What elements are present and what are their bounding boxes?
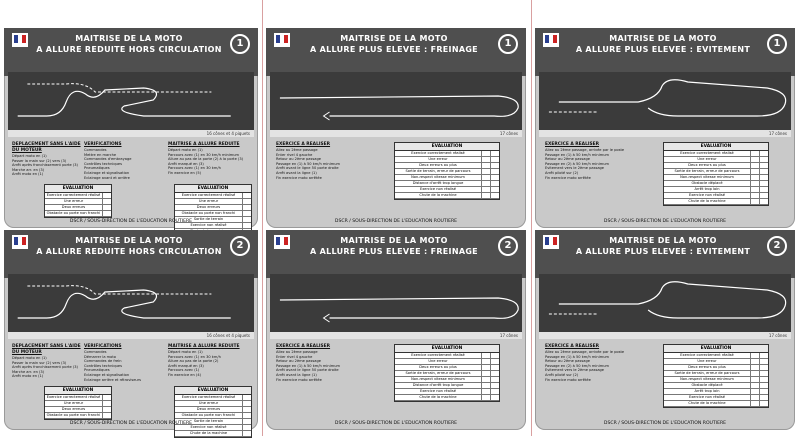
track-path-icon [270, 72, 522, 130]
instruction-line: Passage en (1) à 50 km/h minimum [545, 152, 609, 157]
evaluation-heading: EVALUATION [395, 143, 499, 151]
sheet-title: MAITRISE DE LA MOTO [75, 236, 183, 245]
riding-line: Parcours avec (1) en 30 km/h [168, 354, 221, 359]
track-path-icon [270, 274, 522, 332]
evaluation-row: Arrêt trop loin [664, 187, 768, 193]
evaluation-row: Non-respect vitesse minimum [395, 175, 499, 181]
instruction-line: Arrêt moto en (1) [12, 374, 44, 379]
evaluation-row: Obstacle déplacé [664, 181, 768, 187]
check-line: Commandes de frein [84, 359, 122, 364]
evaluation-heading: EVALUATION [45, 387, 111, 395]
instruction-line: Retour au 2ème passage [276, 359, 321, 364]
check-line: Eclairage avant et arrière [84, 175, 130, 180]
track-path-icon [8, 72, 254, 130]
evaluation-row: Obstacle déplacé [664, 383, 768, 389]
sheet-subtitle: A ALLURE PLUS ELEVEE : FREINAGE [310, 247, 478, 256]
sheet-number: 1 [767, 34, 787, 54]
track-path-icon [539, 72, 791, 130]
instruction-line: Allez au 2ème passage [276, 148, 318, 152]
instruction-line: Arrêt après franchissement porte (3) [12, 163, 78, 168]
check-line: Mettre en marche [84, 152, 117, 157]
track-diagram [8, 72, 254, 130]
riding-line: Allure au pas de la porte (2) [168, 359, 219, 364]
sheet-title: MAITRISE DE LA MOTO [609, 34, 717, 43]
column-divider [531, 0, 532, 436]
evaluation-row: Exercice non réalisé [175, 223, 251, 229]
instruction-line: Passage en (1) à 50 km/h minimum [276, 363, 340, 368]
evaluation-row: Distance d'arrêt trop longue [395, 181, 499, 187]
check-line: Contrôles techniques [84, 161, 123, 166]
evaluation-table-left [44, 386, 112, 420]
cone-count: 17 cônes [539, 130, 791, 137]
instruction-line: Passage en (2) à 50 km/h minimum [545, 161, 609, 166]
instruction-line: Retour au 2ème passage [276, 157, 321, 162]
evaluation-row: Exercice non réalisé [175, 425, 251, 431]
sheet-subtitle: A ALLURE PLUS ELEVEE : FREINAGE [310, 45, 478, 54]
exercise-sheet [266, 230, 526, 430]
cone-count: 17 cônes [539, 332, 791, 339]
evaluation-row: Exercice correctement réalisé [45, 193, 111, 199]
exercise-sheet [266, 28, 526, 228]
checks-section [84, 344, 164, 382]
sheet-footer: DSCR / SOUS-DIRECTION DE L'EDUCATION ROUTIERE [69, 219, 193, 224]
riding-line: Départ moto en (1) [168, 350, 203, 354]
push-section [12, 142, 82, 177]
exercise-sheet [4, 230, 258, 435]
check-line: Pneumatiques [84, 166, 110, 171]
sheet-header [266, 230, 526, 278]
exercise-section [276, 344, 386, 382]
check-line: Eclairage arrière et rétroviseurs [84, 377, 142, 382]
republic-logo-icon [543, 235, 559, 249]
instruction-line: Marche arr. en (3) [12, 167, 45, 172]
cone-count: 17 cônes [270, 332, 522, 339]
evaluation-row: Exercice non réalisé [395, 187, 499, 193]
evaluation-row: Exercice correctement réalisé [175, 193, 251, 199]
evaluation-row: Deux erreurs ou plus [395, 163, 499, 169]
push-section [12, 344, 82, 379]
evaluation-heading: EVALUATION [664, 143, 768, 151]
instruction-line: Passage en (1) à 50 km/h minimum [276, 161, 340, 166]
sheet-number: 2 [498, 236, 518, 256]
instruction-line: Arrêt avant la ligne (1) [276, 372, 317, 377]
evaluation-row: Deux erreurs [175, 407, 251, 413]
checks-heading: VERIFICATIONS [84, 344, 122, 349]
instruction-line: Fin exercice moto arrêtée [545, 377, 591, 382]
instruction-line: Fin exercice moto arrêtée [276, 377, 322, 382]
evaluation-row: Exercice correctement réalisé [395, 353, 499, 359]
instruction-line: Passer la main sur (2) vers (3) [12, 158, 67, 163]
sheet-number: 2 [230, 236, 250, 256]
track-path-icon [8, 274, 254, 332]
riding-line: Parcours avec (1) en 30 km/h [168, 166, 221, 171]
riding-line: Arrêt marqué en (3) [168, 363, 204, 368]
evaluation-row: Deux erreurs [175, 205, 251, 211]
instruction-line: Enter rivel 4 gauche [276, 354, 313, 359]
track-diagram [270, 72, 522, 130]
exercise-heading: EXERCICE A REALISER [545, 344, 600, 349]
evaluation-row: Une erreur [664, 157, 768, 163]
instruction-line: Arrêt piloté sur (2) [545, 170, 579, 175]
evaluation-row: Non-respect vitesse minimum [395, 377, 499, 383]
instruction-line: Arrêt après franchissement porte (3) [12, 365, 78, 370]
instruction-line: Arrêt avant la ligne (1) [276, 170, 317, 175]
evaluation-row: Sortie de terrain, erreur de parcours [664, 371, 768, 377]
riding-heading: MAITRISE A ALLURE REDUITE [168, 142, 240, 147]
instruction-line: Départ moto en (1) [12, 356, 47, 360]
sheet-number: 2 [767, 236, 787, 256]
instruction-line: Evitement vers le 2ème passage [545, 166, 605, 171]
track-diagram [270, 274, 522, 332]
exercise-sheet [535, 28, 795, 228]
exercise-section [545, 344, 655, 382]
riding-line: Parcours avec (1) [168, 368, 200, 373]
instruction-line: Retour au 2ème passage [545, 359, 590, 364]
evaluation-heading: EVALUATION [175, 185, 251, 193]
evaluation-row: Exercice correctement réalisé [175, 395, 251, 401]
riding-section [168, 344, 252, 378]
evaluation-row: Distance d'arrêt trop longue [395, 383, 499, 389]
push-heading: DEPLACEMENT SANS L'AIDE DU MOTEUR [12, 142, 81, 153]
evaluation-heading: EVALUATION [395, 345, 499, 353]
sheet-number: 1 [230, 34, 250, 54]
republic-logo-icon [543, 33, 559, 47]
track-diagram [539, 274, 791, 332]
evaluation-row: Chute de la machine [175, 431, 251, 437]
check-line: Pneumatiques [84, 368, 110, 373]
check-line: Eclairage et signalisation [84, 372, 130, 377]
instruction-line: Retour au 2ème passage [545, 157, 590, 162]
instruction-line: Marche arr. en (3) [12, 369, 45, 374]
column-divider [262, 0, 263, 436]
sheet-footer: DSCR / SOUS-DIRECTION DE L'EDUCATION ROUTIERE [69, 421, 193, 426]
evaluation-row: Exercice correctement réalisé [664, 353, 768, 359]
exercise-sheet [535, 230, 795, 430]
exercise-heading: EXERCICE A REALISER [276, 344, 331, 349]
evaluation-row: Exercice non réalisé [664, 193, 768, 199]
exercise-section [545, 142, 655, 180]
evaluation-row: Une erreur [175, 401, 251, 407]
evaluation-row: Sortie de terrain [175, 217, 251, 223]
sheet-header [535, 28, 795, 76]
check-line: Commandes [84, 350, 107, 354]
sheet-header [266, 28, 526, 76]
evaluation-table-right [174, 184, 252, 236]
sheet-header [4, 230, 258, 278]
evaluation-row: Deux erreurs ou plus [664, 163, 768, 169]
evaluation-row: Exercice correctement réalisé [395, 151, 499, 157]
instruction-line: Départ moto en (1) [12, 154, 47, 158]
evaluation-heading: EVALUATION [664, 345, 768, 353]
riding-line: Fin exercice en (5) [168, 170, 202, 175]
evaluation-row: Une erreur [395, 157, 499, 163]
evaluation-row: Chute de la machine [395, 193, 499, 199]
evaluation-table [663, 344, 769, 408]
evaluation-heading: EVALUATION [45, 185, 111, 193]
riding-heading: MAITRISE A ALLURE REDUITE [168, 344, 240, 349]
track-path-icon [539, 274, 791, 332]
instruction-line: Fin exercice moto arrêtée [545, 175, 591, 180]
evaluation-table [394, 142, 500, 200]
evaluation-row: Deux erreurs [45, 205, 111, 211]
evaluation-row: Deux erreurs [45, 407, 111, 413]
sheet-subtitle: A ALLURE REDUITE HORS CIRCULATION [36, 247, 222, 256]
check-line: Contrôles techniques [84, 363, 123, 368]
evaluation-row: Chute de la machine [664, 199, 768, 205]
check-line: Commandes d'embrayage [84, 157, 132, 162]
evaluation-row: Sortie de terrain, erreur de parcours [664, 169, 768, 175]
sheet-title: MAITRISE DE LA MOTO [340, 34, 448, 43]
evaluation-row: Sortie de terrain, erreur de parcours [395, 371, 499, 377]
riding-section [168, 142, 252, 176]
exercise-heading: EXERCICE A REALISER [545, 142, 600, 147]
check-line: Démarrer la moto [84, 354, 116, 359]
evaluation-row: Exercice correctement réalisé [664, 151, 768, 157]
evaluation-row: Obstacle ou porte non franchi [175, 413, 251, 419]
exercise-heading: EXERCICE A REALISER [276, 142, 331, 147]
instruction-line: Arrêt piloté sur (2) [545, 372, 579, 377]
evaluation-row: Sortie de terrain [175, 419, 251, 425]
instruction-line: Fin exercice moto arrêtée [276, 175, 322, 180]
sheet-footer: DSCR / SOUS-DIRECTION DE L'EDUCATION ROUTIERE [334, 219, 458, 224]
republic-logo-icon [274, 235, 290, 249]
evaluation-row: Exercice non réalisé [395, 389, 499, 395]
instruction-line: Enter rivel 4 gauche [276, 152, 313, 157]
evaluation-row: Obstacle ou porte non franchi [175, 211, 251, 217]
evaluation-row: Deux erreurs ou plus [664, 365, 768, 371]
evaluation-row: Chute de la machine [664, 401, 768, 407]
instruction-line: Evitement vers le 2ème passage [545, 368, 605, 373]
instruction-line: Arrêt avant le ligne 50 porte droite [276, 368, 339, 373]
evaluation-row: Une erreur [664, 359, 768, 365]
sheet-subtitle: A ALLURE REDUITE HORS CIRCULATION [36, 45, 222, 54]
evaluation-heading: EVALUATION [175, 387, 251, 395]
track-diagram [539, 72, 791, 130]
sheet-footer: DSCR / SOUS-DIRECTION DE L'EDUCATION ROUTIERE [603, 421, 727, 426]
riding-line: Arrêt marqué en (3) [168, 161, 204, 166]
evaluation-table-right [174, 386, 252, 438]
sheet-header [535, 230, 795, 278]
instruction-line: Passage en (2) à 50 km/h minimum [545, 363, 609, 368]
instruction-line: Allez au 2ème passage, arrivée par le poste [545, 350, 625, 354]
push-heading: DEPLACEMENT SANS L'AIDE DU MOTEUR [12, 344, 81, 355]
republic-logo-icon [12, 235, 28, 249]
evaluation-row: Une erreur [175, 199, 251, 205]
evaluation-row: Une erreur [45, 199, 111, 205]
exercise-sheet [4, 28, 258, 228]
track-diagram [8, 274, 254, 332]
cone-count: 16 cônes et 4 piquets [8, 332, 254, 339]
evaluation-row: Obstacle ou porte non franchi [45, 413, 111, 419]
evaluation-row: Non-respect vitesse minimum [664, 175, 768, 181]
evaluation-row: Deux erreurs ou plus [395, 365, 499, 371]
evaluation-table [663, 142, 769, 206]
evaluation-row: Une erreur [45, 401, 111, 407]
cone-count: 17 cônes [270, 130, 522, 137]
sheet-footer: DSCR / SOUS-DIRECTION DE L'EDUCATION ROUTIERE [334, 421, 458, 426]
riding-line: Parcours avec (1) en 30 km/h minimum [168, 152, 240, 157]
instruction-line: Arrêt avant le ligne 50 porte droite [276, 166, 339, 171]
sheet-subtitle: A ALLURE PLUS ELEVEE : EVITEMENT [575, 247, 751, 256]
sheet-header [4, 28, 258, 76]
sheet-footer: DSCR / SOUS-DIRECTION DE L'EDUCATION ROUTIERE [603, 219, 727, 224]
evaluation-row: Exercice correctement réalisé [45, 395, 111, 401]
evaluation-row: Obstacle ou porte non franchi [45, 211, 111, 217]
evaluation-row: Exercice non réalisé [664, 395, 768, 401]
evaluation-row: Arrêt trop loin [664, 389, 768, 395]
sheet-title: MAITRISE DE LA MOTO [609, 236, 717, 245]
evaluation-row: Chute de la machine [395, 395, 499, 401]
evaluation-table-left [44, 184, 112, 218]
evaluation-table [394, 344, 500, 402]
sheet-number: 1 [498, 34, 518, 54]
sheet-title: MAITRISE DE LA MOTO [340, 236, 448, 245]
instruction-line: Passer la main sur (2) vers (3) [12, 360, 67, 365]
riding-line: Allure au pas de la porte (2) à la porte (3) [168, 157, 244, 162]
exercise-section [276, 142, 386, 180]
riding-line: Départ moto en (1) [168, 148, 203, 152]
instruction-line: Arrêt moto en (1) [12, 172, 44, 177]
evaluation-row: Une erreur [395, 359, 499, 365]
instruction-line: Allez au 2ème passage, arrivée par le poste [545, 148, 625, 152]
checks-heading: VERIFICATIONS [84, 142, 122, 147]
riding-line: Fin exercice en (4) [168, 372, 202, 377]
evaluation-row: Sortie de terrain, erreur de parcours [395, 169, 499, 175]
checks-section [84, 142, 164, 180]
republic-logo-icon [12, 33, 28, 47]
instruction-line: Passage en (1) à 50 km/h minimum [545, 354, 609, 359]
evaluation-row: Non-respect vitesse minimum [664, 377, 768, 383]
instruction-line: Allez au 2ème passage [276, 350, 318, 354]
check-line: Commandes [84, 148, 107, 152]
cone-count: 16 cônes et 4 piquets [8, 130, 254, 137]
sheet-subtitle: A ALLURE PLUS ELEVEE : EVITEMENT [575, 45, 751, 54]
republic-logo-icon [274, 33, 290, 47]
check-line: Eclairage et signalisation [84, 170, 130, 175]
sheet-title: MAITRISE DE LA MOTO [75, 34, 183, 43]
